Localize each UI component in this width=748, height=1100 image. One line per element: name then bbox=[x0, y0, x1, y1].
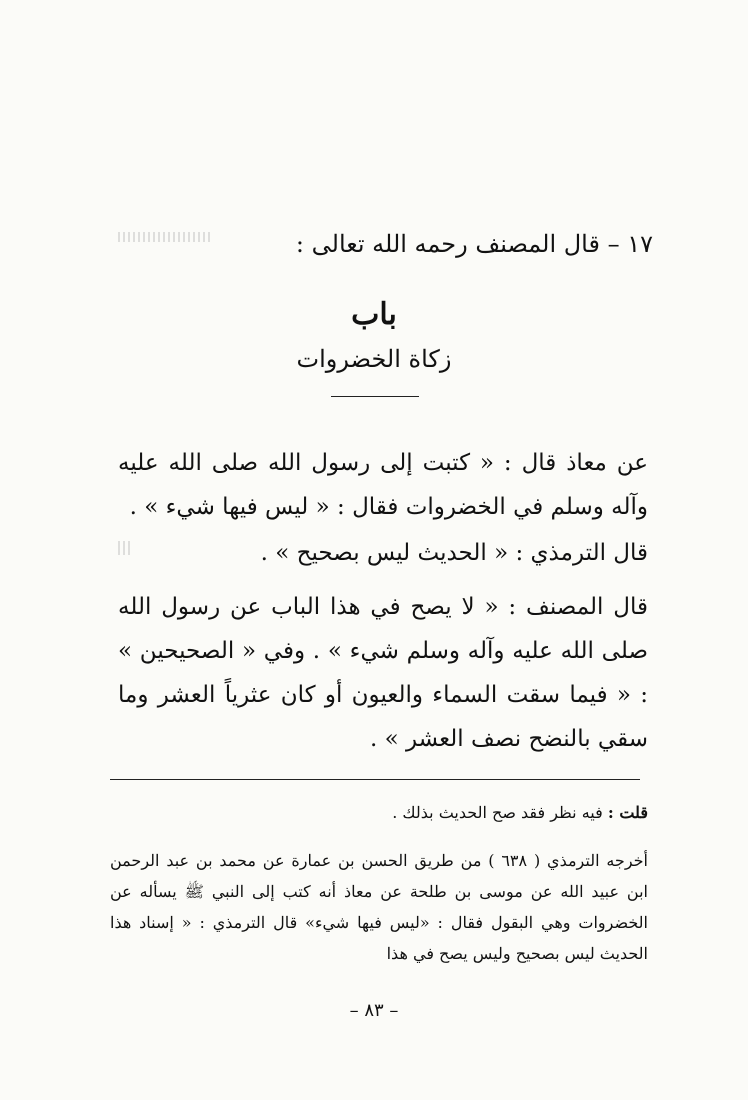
section-heading: ١٧ – قال المصنف رحمه الله تعالى : bbox=[295, 230, 653, 258]
footnote-divider bbox=[110, 779, 640, 780]
page-number: – ٨٣ – bbox=[349, 1000, 399, 1021]
chapter-subtitle: زكاة الخضروات bbox=[296, 345, 452, 373]
scan-smudge bbox=[118, 232, 210, 242]
footnote-note bbox=[110, 797, 648, 828]
note-text: فيه نظر فقد صح الحديث بذلك . bbox=[392, 803, 603, 822]
footnote-takhrij: أخرجه الترمذي ( ٦٣٨ ) من طريق الحسن بن عمارة عن محمد بن عبد الرحمن ابن عبيد الله عن موسى بن طلحة عن معاذ أنه كتب إلى النبي ﷺ يسأله عن الخضروات وهي البقول فقال : «ليس فيها شيء» قال الترمذي : « إسناد هذا الحديث ليس بصحيح وليس يصح في هذا bbox=[110, 851, 648, 963]
chapter-title: باب bbox=[351, 297, 397, 332]
tirmidhi-paragraph: قال الترمذي : « الحديث ليس بصحيح » . bbox=[260, 540, 648, 566]
title-divider bbox=[331, 396, 419, 397]
author-paragraph: قال المصنف : « لا يصح في هذا الباب عن رسول الله صلى الله عليه وآله وسلم شيء » . وفي « الصحيحين » : « فيما سقت السماء والعيون أو كان عثرياً العشر وما سقي بالنضح نصف العشر » . bbox=[118, 594, 648, 752]
note-label: قلت : bbox=[607, 803, 648, 822]
hadith-paragraph: عن معاذ قال : « كتبت إلى رسول الله صلى الله عليه وآله وسلم في الخضروات فقال : « ليس فيها شيء » . bbox=[118, 450, 648, 520]
